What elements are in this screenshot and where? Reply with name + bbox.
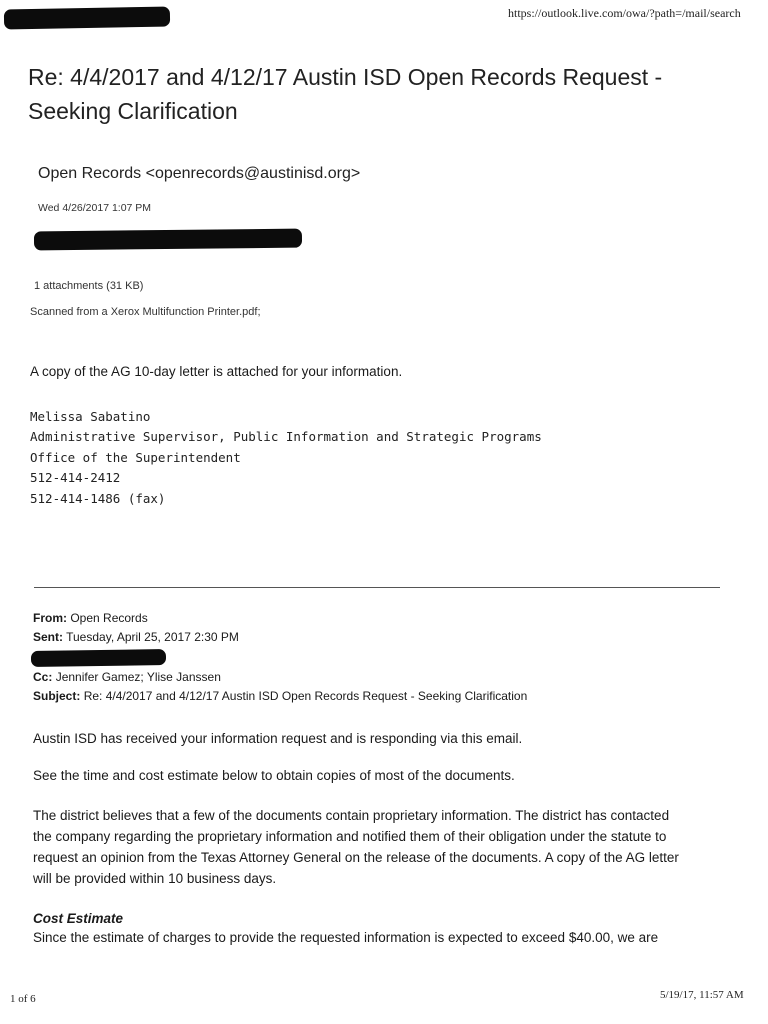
paragraph-3-line: The district believes that a few of the documents contain proprietary information. The district has contacted [33, 808, 670, 823]
paragraph-3-line: request an opinion from the Texas Attorney General on the release of the documents. A copy of the AG letter [33, 850, 679, 865]
page-number: 1 of 6 [10, 993, 36, 1005]
attachment-link[interactable]: Scanned from a Xerox Multifunction Printer.pdf; [30, 306, 261, 318]
cost-estimate-heading: Cost Estimate [33, 911, 124, 926]
attachments-count: 1 attachments (31 KB) [34, 280, 144, 292]
forward-paragraph-3 [33, 805, 753, 889]
page-url: https://outlook.live.com/owa/?path=/mail/search [508, 6, 741, 20]
paragraph-3-line: the company regarding the proprietary information and notified them of their obligation under the statute to [33, 829, 667, 844]
forward-from [33, 611, 148, 625]
signature-title: Administrative Supervisor, Public Information and Strategic Programs [30, 429, 542, 445]
forward-sent [33, 630, 239, 644]
forward-paragraph-1: Austin ISD has received your information request and is responding via this email. [33, 731, 523, 746]
paragraph-3-line: will be provided within 10 business days. [33, 871, 277, 886]
cc-label: Cc: [33, 670, 53, 684]
signature-phone: 512-414-2412 [30, 470, 121, 486]
from-value: Open Records [70, 611, 148, 625]
forward-cc [33, 670, 221, 684]
signature-office: Office of the Superintendent [30, 449, 241, 465]
subject-label: Subject: [33, 689, 81, 703]
email-body-text: A copy of the AG 10-day letter is attached for your information. [30, 364, 403, 379]
redaction-bar-recipient [34, 229, 302, 251]
redaction-bar-top [4, 7, 170, 30]
sent-value: Tuesday, April 25, 2017 2:30 PM [66, 630, 239, 644]
email-subject [28, 60, 708, 128]
cc-value: Jennifer Gamez; Ylise Janssen [55, 670, 221, 684]
subject-value: Re: 4/4/2017 and 4/12/17 Austin ISD Open Records Request - Seeking Clarification [83, 689, 528, 703]
signature-fax: 512-414-1486 (fax) [30, 490, 166, 506]
print-timestamp: 5/19/17, 11:57 AM [660, 989, 744, 1001]
signature-name: Melissa Sabatino [30, 409, 151, 424]
sent-label: Sent: [33, 630, 63, 644]
forward-subject [33, 689, 527, 703]
email-subject-line-2: Seeking Clarification [28, 98, 238, 124]
from-label: From: [33, 611, 67, 625]
forward-paragraph-2: See the time and cost estimate below to obtain copies of most of the documents. [33, 768, 515, 783]
sender-name[interactable]: Open Records <openrecords@austinisd.org> [38, 165, 361, 182]
signature-block [30, 407, 542, 509]
cost-estimate-text: Since the estimate of charges to provide the requested information is expected to exceed $40.00, we are [33, 930, 659, 945]
email-subject-line-1: Re: 4/4/2017 and 4/12/17 Austin ISD Open Records Request - [28, 64, 663, 90]
redaction-bar-to [31, 649, 166, 667]
sent-date: Wed 4/26/2017 1:07 PM [38, 202, 152, 214]
message-divider [34, 587, 720, 588]
